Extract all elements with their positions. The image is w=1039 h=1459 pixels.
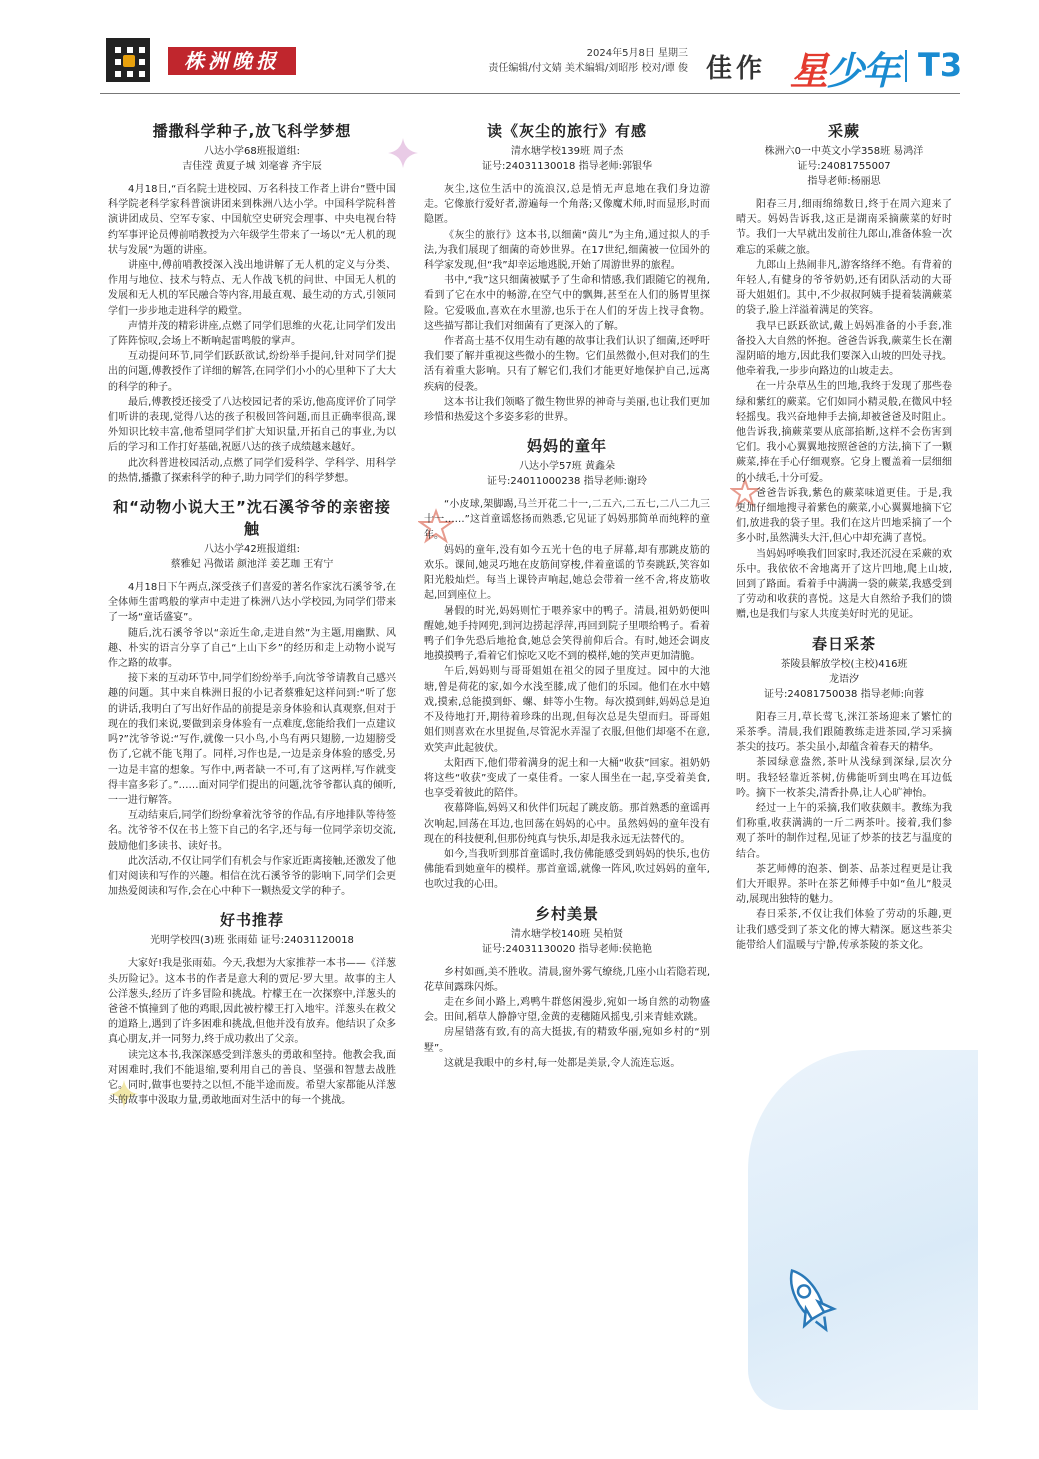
article-byline: 证号:24081755007 xyxy=(797,161,891,172)
article-title: 播撒科学种子,放飞科学梦想 xyxy=(152,122,352,140)
article xyxy=(424,120,710,425)
article-byline: 光明学校四(3)班 张雨茹 证号:24031120018 xyxy=(150,935,354,947)
paragraph: 茶艺师傅的泡茶、倒茶、品茶过程更是让我们大开眼界。茶叶在茶艺师傅手中如“鱼儿”般灵动,展现出独特的魅力。 xyxy=(736,863,952,906)
paragraph: 经过一上午的采摘,我们收获颇丰。教练为我们称重,收获满满的一斤二两茶叶。接着,我们参观了茶叶的制作过程,见证了炒茶的技艺与温度的结合。 xyxy=(736,802,952,860)
header-divider xyxy=(905,50,907,82)
paragraph: 随后,沈石溪爷爷以“亲近生命,走进自然”为主题,用幽默、风趣、朴实的语言分享了自己“上山下乡”的经历和走上动物小说写作之路的故事。 xyxy=(108,627,396,670)
brand-logo xyxy=(790,40,898,95)
paragraph: 妈妈的童年,没有如今五光十色的电子屏幕,却有那跳皮筋的欢乐。课间,她灵巧地在皮筋间穿梭,伴着童谣的节奏跳跃,笑容如阳光般灿烂。每当上课铃声响起,她总会带着一丝不舍,将皮筋收起,回到座位上。 xyxy=(424,544,710,602)
article-title: 和“动物小说大王”沈石溪爷爷的亲密接触 xyxy=(113,498,391,539)
paragraph: 暑假的时光,妈妈则忙于喂养家中的鸭子。清晨,祖奶奶便叫醒她,她手持网兜,到河边捞起浮萍,再回到院子里喂给鸭子。看着鸭子们争先恐后地抢食,她总会笑得前仰后合。有时,她还会调皮地摸摸鸭子,看着它们惊吃又吃不到的模样,她的笑声更加清脆。 xyxy=(424,605,710,663)
decorative-wave xyxy=(748,1050,978,1410)
paragraph: 这就是我眼中的乡村,每一处都是美景,令人流连忘返。 xyxy=(444,1057,681,1069)
paragraph: 阳春三月,草长莺飞,洣江茶场迎来了繁忙的采茶季。清晨,我们跟随教练走进茶园,学习采摘茶尖的技巧。茶尖虽小,却蕴含着春天的精华。 xyxy=(736,711,952,754)
article xyxy=(108,496,396,899)
brand-youth: 少年 xyxy=(826,49,899,93)
article-byline: 证号:24011000238 指导老师:谢玲 xyxy=(487,476,647,488)
paragraph: 此次科普进校园活动,点燃了同学们爱科学、学科学、用科学的热情,播撒了探索科学的种子,助力同学们的科学梦想。 xyxy=(108,457,396,484)
article-title: 采蕨 xyxy=(827,122,860,140)
paragraph: 讲座中,傅前哨教授深入浅出地讲解了无人机的定义与分类、作用与地位、技术与特点、无人作战飞机的问世、中国无人机的发展和无人机的军民融合等内容,用最直观、最生动的方式,引领同学们一步步地走进科学的殿堂。 xyxy=(108,260,396,317)
article-byline: 蔡雅妃 冯微诺 颜池洋 姜艺珈 王宥宁 xyxy=(170,559,334,571)
paragraph: 阳春三月,细雨绵绵数日,终于在周六迎来了晴天。妈妈告诉我,这正是湖南采摘蕨菜的好时节。我们一大早就出发前往九郎山,准备体验一次难忘的采蕨之旅。 xyxy=(736,199,952,256)
editor-credits: 责任编辑/付文婧 美术编辑/刘昭彤 校对/谭 俊 xyxy=(488,63,688,74)
article-byline: 证号:24081750038 指导老师:向蓉 xyxy=(764,688,924,700)
dateline xyxy=(470,46,688,76)
paragraph: 此次活动,不仅让同学们有机会与作家近距离接触,还激发了他们对阅读和写作的兴趣。相信在沈石溪爷爷的影响下,同学们会更加热爱阅读和写作,会在心中种下一颗热爱文学的种子。 xyxy=(108,855,396,898)
article-body xyxy=(108,182,396,486)
paragraph: 茶园绿意盎然,茶叶从浅绿到深绿,层次分明。我轻轻靠近茶树,仿佛能听到虫鸣在耳边低吟。摘下一枚茶尖,清香扑鼻,让人心旷神怡。 xyxy=(736,757,952,799)
paragraph: 当妈妈呼唤我们回家时,我还沉浸在采蕨的欢乐中。我依依不舍地离开了这片凹地,爬上山坡,回到了路面。看着手中满满一袋的蕨菜,我感受到了劳动和收获的喜悦。这是大自然给予我们的馈赠,也是我们与家人共度美好时光的见证。 xyxy=(736,548,952,621)
section-title: 佳作 xyxy=(706,54,767,84)
paragraph: 这本书让我们领略了微生物世界的神奇与美丽,也让我们更加珍惜和热爱这个多姿多彩的世界。 xyxy=(424,396,710,424)
article xyxy=(736,120,952,623)
paragraph: 爸爸告诉我,紫色的蕨菜味道更佳。于是,我更加仔细地搜寻着紫色的蕨菜,小心翼翼地摘下它们,放进我的袋子里。我们在这片凹地采摘了一个多小时,虽然满头大汗,但心中却充满了喜悦。 xyxy=(736,487,952,545)
rocket-icon xyxy=(776,1262,842,1338)
paragraph: 读完这本书,我深深感受到洋葱头的勇敢和坚持。他教会我,面对困难时,我们不能退缩,要利用自己的善良、坚强和智慧去战胜它。同时,做事也要持之以恒,不能半途而废。希望大家都能从洋葱头的故事中汲取力量,勇敢地面对生活中的每一个挑战。 xyxy=(108,1049,396,1107)
paragraph: 4月18日,“百名院士进校园、万名科技工作者上讲台”暨中国科学院老科学家科普演讲团来到株洲八达小学。中国科学院科普演讲团成员、空军专家、中国航空史研究会理事、中央电视台特约军事评论员傅前哨教授为六年级学生带来了一场以“无人机的现状与发展”为题的讲座。 xyxy=(108,184,396,256)
paragraph: 春日采茶,不仅让我们体验了劳动的乐趣,更让我们感受到了茶文化的博大精深。愿这些茶尖能带给人们温暖与宁静,传承茶陵的茶文化。 xyxy=(736,909,952,951)
paragraph: 在一片杂草丛生的凹地,我终于发现了那些卷绿和紫红的蕨菜。它们如同小精灵般,在微风中轻轻摇曳。我兴奋地伸手去摘,却被爸爸及时阻止。他告诉我,摘蕨菜要从底部掐断,这样不会伤害到它们。我小心翼翼地按照爸爸的方法,摘下了一颗蕨菜,捧在手心仔细观察。它身上覆盖着一层细细的小绒毛,十分可爱。 xyxy=(736,381,952,484)
column-right xyxy=(736,118,952,963)
paragraph: 太阳西下,他们带着满身的泥土和一大桶“收获”回家。祖奶奶将这些“收获”变成了一桌佳肴。一家人围坐在一起,享受着美食,也享受着彼此的陪伴。 xyxy=(424,757,710,800)
article-byline: 龙语汐 xyxy=(829,673,859,685)
article-body xyxy=(424,965,710,1071)
paragraph: 接下来的互动环节中,同学们纷纷举手,向沈爷爷请教自己感兴趣的问题。其中来自株洲日报的小记者蔡雅妃这样问到:“听了您的讲话,我明白了写出好作品的前提是亲身体验和认真观察,但对于现在的我们来说,要做到亲身体验有一点难度,您能给我们一点建议吗?”沈爷爷说:“写作,就像一只小鸟,小鸟有两只翅膀,一边翅膀受伤了,它就不能飞翔了。同样,习作也是,一边是亲身体验的感受,另一边是丰富的想象。写作中,两者缺一不可,有了这两样,写作就变得丰富多彩了。”……面对同学们提出的问题,沈爷爷都认真的倾听,一一进行解答。 xyxy=(108,673,396,806)
article-byline: 八达小学68班报道组: xyxy=(203,146,301,157)
paragraph: 《灰尘的旅行》这本书,以细菌“茵儿”为主角,通过拟人的手法,为我们展现了细菌的奇妙世界。在17世纪,细菌被一位国外的科学家发现,但“我”却幸运地逃脱,开始了周游世界的旅程。 xyxy=(424,229,710,272)
article-byline: 八达小学57班 黄鑫朵 xyxy=(519,461,615,473)
article-body xyxy=(736,710,952,953)
qr-code-icon xyxy=(106,38,150,82)
paragraph: 最后,傅教授还接受了八达校园记者的采访,他高度评价了同学们听讲的表现,觉得八达的孩子积极回答问题,而且正确率很高,课外知识比较丰富,他希望同学们扩大知识量,开拓自己的事业,为以后的学习和工作打好基础,祝愿八达的孩子成绩越来越好。 xyxy=(108,396,396,454)
page-header xyxy=(0,0,1039,100)
article-byline: 证号:24031130020 指导老师:侯艳艳 xyxy=(482,943,652,955)
article-title: 乡村美景 xyxy=(534,904,599,923)
article-byline: 指导老师:杨丽思 xyxy=(807,176,881,187)
paragraph: 作者高士基不仅用生动有趣的故事让我们认识了细菌,还呼吁我们要了解并重视这些微小的生物。它们虽然微小,但对我们的生活有着重大影响。只有了解它们,我们才能更好地保护自己,远离疾病的侵袭。 xyxy=(424,336,710,393)
article-title: 春日采茶 xyxy=(811,634,876,653)
article-byline: 清水塘学校139班 周子杰 xyxy=(510,146,624,157)
paragraph: 4月18日下午两点,深受孩子们喜爱的著名作家沈石溪爷爷,在全体师生雷鸣般的掌声中走进了株洲八达小学校园,为同学们带来了一场“童话盛宴”。 xyxy=(108,582,396,624)
article-body xyxy=(108,956,396,1108)
paragraph: 房屋错落有致,有的高大挺拔,有的精致华丽,宛如乡村的“别墅”。 xyxy=(424,1027,710,1054)
article-byline: 八达小学42班报道组: xyxy=(203,544,301,556)
paragraph: 声情并茂的精彩讲座,点燃了同学们思维的火花,让同学们发出了阵阵惊叹,会场上不断响起雷鸣般的掌声。 xyxy=(108,320,396,348)
paragraph: 午后,妈妈则与哥哥姐姐在祖父的园子里度过。园中的大池塘,曾是荷花的家,如今水浅至膝,成了他们的乐园。他们在水中嬉戏,摸索,总能摸到虾、螺、蚌等小生物。每次摸到蚌,妈妈总是迫不及待地打开,期待着珍珠的出现,但每次总是失望而归。哥哥姐姐们则喜欢在水里捉鱼,尽管泥水弄湿了衣服,但他们却毫不在意,欢笑声此起彼伏。 xyxy=(424,666,710,754)
issue-date: 2024年5月8日 星期三 xyxy=(586,48,688,59)
paragraph: 走在乡间小路上,鸡鸭牛群悠闲漫步,宛如一场自然的动物盛会。田间,稻草人静静守望,金黄的麦穗随风摇曳,引来青蛙欢跳。 xyxy=(424,996,710,1024)
paragraph: 互动提问环节,同学们跃跃欲试,纷纷举手提问,针对同学们提出的问题,傅教授作了详细的解答,在同学们小小的心里种下了大大的科学的种子。 xyxy=(108,351,396,393)
paragraph: 九郎山上热闹非凡,游客络绎不绝。有背着的年轻人,有健身的爷爷奶奶,还有团队活动的大哥哥大姐姐们。其中,不少叔叔阿姨手提着装满蕨菜的袋子,脸上洋溢着满足的笑容。 xyxy=(736,259,952,317)
header-rule xyxy=(100,93,960,94)
paragraph: 我早已跃跃欲试,戴上妈妈准备的小手套,准备投入大自然的怀抱。爸爸告诉我,蕨菜生长在潮湿阴暗的地方,因此我们要深入山坡的凹处寻找。他牵着我,一步步向路边的山坡走去。 xyxy=(736,320,952,378)
paragraph: 乡村如画,美不胜收。清晨,窗外雾气缭绕,几座小山若隐若现,花草间露珠闪烁。 xyxy=(424,966,710,993)
article-byline: 清水塘学校140班 吴柏贤 xyxy=(510,928,624,940)
article-title: 读《灰尘的旅行》有感 xyxy=(486,122,647,140)
article-byline: 吉佳滢 黄夏子城 刘毫睿 齐宇辰 xyxy=(182,161,322,172)
paragraph: 大家好!我是张雨茹。今天,我想为大家推荐一本书——《洋葱头历险记》。这本书的作者是意大利的贾尼·罗大里。故事的主人公洋葱头,经历了许多冒险和挑战。柠檬王在一次探察中,洋葱头的爸爸不慎撞到了他的鸡眼,因此被柠檬王打入地牢。洋葱头在救父的道路上,遇到了许多困难和挑战,但他并没有放弃。他结识了众多真心朋友,并一同努力,终于成功救出了父亲。 xyxy=(108,958,396,1046)
brand-star: 星 xyxy=(790,49,827,93)
paragraph: “小皮球,架脚踢,马兰开花二十一,二五六,二五七,二八二九三十一……”这首童谣悠扬而熟悉,它见证了妈妈那简单而纯粹的童年。 xyxy=(424,499,710,541)
article-byline: 株洲六0一中英文小学358班 易鸿洋 xyxy=(764,146,924,157)
article xyxy=(424,435,710,892)
article xyxy=(108,909,396,1108)
article-body xyxy=(736,197,952,623)
column-middle xyxy=(424,118,710,1081)
newspaper-logo: 株洲晚报 xyxy=(168,47,296,75)
article-body xyxy=(108,580,396,899)
page-number: T3 xyxy=(918,46,963,84)
article xyxy=(736,633,952,953)
paragraph: 灰尘,这位生活中的流浪汉,总是悄无声息地在我们身边游走。它像旅行爱好者,游遍每一个角落;又像魔术师,时而显形,时而隐匿。 xyxy=(424,184,710,226)
article xyxy=(424,903,710,1071)
article-body xyxy=(424,497,710,892)
paragraph: 夜幕降临,妈妈又和伙伴们玩起了跳皮筋。那首熟悉的童谣再次响起,回荡在耳边,也回荡在妈妈的心中。虽然妈妈的童年没有现在的科技便利,但那份纯真与快乐,却是我永远无法替代的。 xyxy=(424,803,710,845)
article-title: 好书推荐 xyxy=(219,911,284,930)
article-byline: 证号:24031130018 指导老师:郭银华 xyxy=(482,161,652,172)
article-title: 妈妈的童年 xyxy=(526,437,607,456)
paragraph: 互动结束后,同学们纷纷拿着沈爷爷的作品,有序地排队等待签名。沈爷爷不仅在书上签下自己的名字,还与每一位同学亲切交流,鼓励他们多读书、读好书。 xyxy=(108,810,396,852)
article xyxy=(108,120,396,486)
article-byline: 茶陵县解放学校(主校)416班 xyxy=(780,658,908,670)
article-body xyxy=(424,182,710,425)
paragraph: 如今,当我听到那首童谣时,我仿佛能感受到妈妈的快乐,也仿佛能看到她童年的模样。那首童谣,就像一阵风,吹过妈妈的童年,也吹过我的心田。 xyxy=(424,848,710,891)
column-left xyxy=(108,118,396,1118)
paragraph: 书中,“我”这只细菌被赋予了生命和情感,我们跟随它的视角,看到了它在水中的畅游,在空气中的飘舞,甚至在人们的肠胃里探险。它爱吸血,喜欢在水里游,也乐于在人们的牙齿上找寻食物。这些描写都让我们对细菌有了更深入的了解。 xyxy=(424,275,710,332)
